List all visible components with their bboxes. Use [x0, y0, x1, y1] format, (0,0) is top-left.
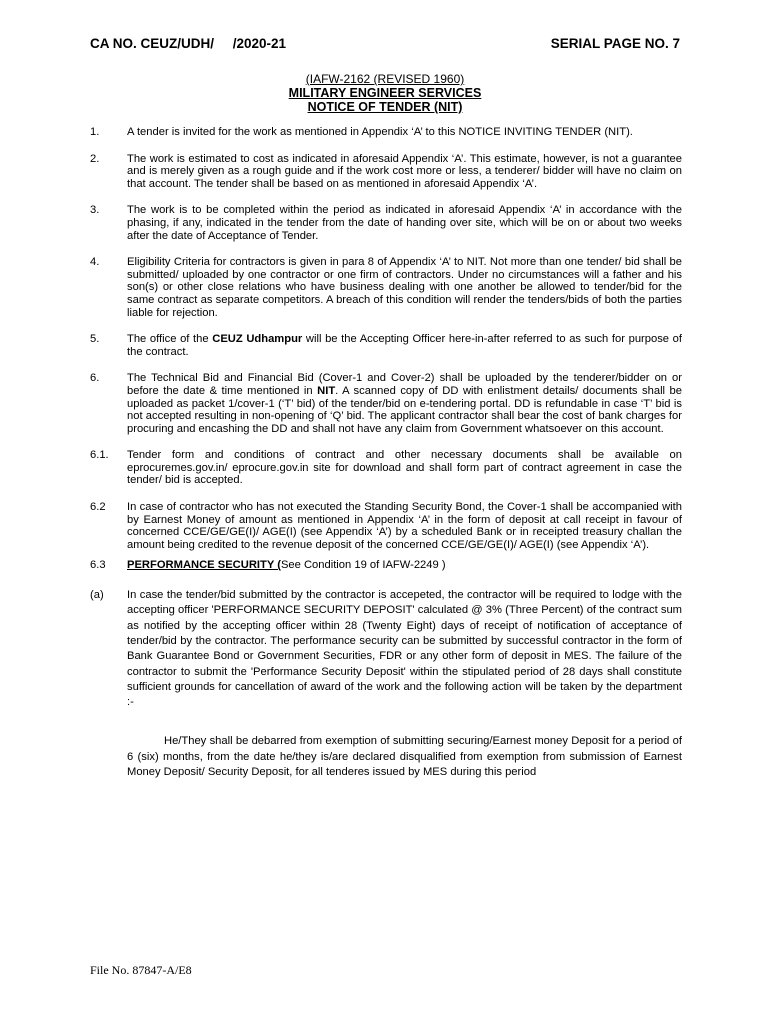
accepting-office-name: CEUZ Udhampur: [212, 333, 303, 346]
paragraph-text: The work is to be completed within the period as indicated in aforesaid Appendix ‘A’ in accordance with the phasing, if any, indicated in the tender from the date of handing over site, which will be on or about two weeks after the date of Acceptance of Tender.: [127, 204, 682, 242]
paragraph-6-2: [90, 501, 682, 551]
nit-emphasis: NIT: [317, 384, 336, 397]
paragraph-1: [90, 126, 682, 139]
text-segment: . A scanned copy of DD with enlistment details/ documents shall be uploaded as packet 1/cover-1 (‘T’ bid) of the tender/bid on e-tendering portal. DD is refundable in case ‘T’ bid is not accepted resulting in non-opening of ‘Q’ bid. The applicant contractor shall bear the cost of bank charges for procuring and encashing the DD and shall not have any claim from Government whatsoever on this account.: [127, 384, 682, 435]
paragraph-2: [90, 153, 682, 191]
text-segment: will be the Accepting Officer here-in-after referred to as such for purpose of the contract.: [127, 333, 682, 358]
paragraph-number: 5.: [90, 333, 100, 346]
paragraph-number: 6.1.: [90, 449, 109, 462]
paragraph-number: 2.: [90, 152, 100, 165]
file-number: File No. 87847-A/E8: [90, 963, 192, 977]
text-segment: The Technical Bid and Financial Bid (Cover-1 and Cover-2) shall be uploaded by the tenderer/bidder on or before the date & time mentioned in: [127, 372, 682, 397]
serial-page-number: SERIAL PAGE NO. 7: [550, 36, 680, 51]
paragraph-text: Tender form and conditions of contract and other necessary documents shall be available on eprocuremes.gov.in/ eprocure.gov.in site for download and shall form part of contract agreement in case the tender/ bid is accepted.: [127, 449, 682, 487]
paragraph-text: A tender is invited for the work as mentioned in Appendix ‘A’ to this NOTICE INVITING TENDER (NIT).: [127, 126, 633, 138]
paragraph-text: In case of contractor who has not executed the Standing Security Bond, the Cover-1 shall be accompanied with by Earnest Money of amount as mentioned in Appendix ‘A’ in the form of deposit at call receipt in favour of concerned CCE/GE/GE(I)/ AGE(I) (see Appendix ‘A’) by a scheduled Bank or in receipted treasury challan the amount being credited to the revenue deposit of the concerned CCE/GE/GE(I)/ AGE(I) (see Appendix ‘A’).: [127, 501, 682, 551]
paragraph-text: [127, 333, 682, 358]
document-body: [90, 126, 682, 781]
paragraph-text: The work is estimated to cost as indicated in aforesaid Appendix ‘A’. This estimate, however, is not a guarantee and is merely given as a rough guide and if the work cost more or less, a tenderer/ bidder will have no claim on that account. The tender shall be based on as mentioned in aforesaid Appendix ‘A’.: [127, 152, 682, 190]
paragraph-5: [90, 333, 682, 358]
paragraph-number: 4.: [90, 256, 100, 269]
page-header: [90, 36, 680, 51]
paragraph-6-1: [90, 449, 682, 487]
paragraph-number: 6.3: [90, 559, 106, 572]
text-segment: See Condition 19 of IAFW-2249 ): [280, 559, 446, 572]
paragraph-number: 6.2: [90, 501, 106, 514]
paragraph-text: [127, 372, 682, 435]
form-reference: (IAFW-2162 (REVISED 1960): [305, 72, 465, 86]
notice-title: NOTICE OF TENDER (NIT): [307, 100, 463, 114]
text-segment: The office of the: [127, 333, 213, 346]
debarment-paragraph: He/They shall be debarred from exemption of submitting securing/Earnest money Deposit for a period of 6 (six) months, from the date he/they is/are declared disqualified from exemption from submission of Earnest Money Deposit/ Security Deposit, for all tenderes issued by MES during this period: [127, 735, 682, 779]
title-block: [90, 72, 680, 114]
paragraph-number: 6.: [90, 372, 100, 385]
organization-title: MILITARY ENGINEER SERVICES: [288, 86, 482, 100]
paragraph-number: (a): [90, 589, 104, 602]
paragraph-4: [90, 256, 682, 319]
paragraph-6: [90, 372, 682, 435]
paragraph-a: [90, 588, 682, 710]
performance-security-heading: PERFORMANCE SECURITY (: [127, 559, 281, 572]
paragraph-text: [127, 559, 682, 572]
paragraph-3: [90, 204, 682, 242]
paragraph-text: In case the tender/bid submitted by the contractor is accepeted, the contractor will be required to lodge with the accepting officer 'PERFORMANCE SECURITY DEPOSIT' calculated @ 3% (Three Percent) of the contract sum as notified by the accepting officer within 28 (Twenty Eight) days of receipt of notification of acceptance of tender/bid by the contractor. The performance security can be submitted by successful contractor in the form of Bank Guarantee Bond or Government Securities, FDR or any other form of deposit in MES. The failure of the contractor to submit the 'Performance Security Deposit' within the stipulated period of 28 days shall constitute sufficient grounds for cancellation of award of the work and the following action will be taken by the department :-: [127, 589, 682, 709]
paragraph-6-3: [90, 559, 682, 572]
paragraph-number: 1.: [90, 126, 100, 138]
ca-number: CA NO. CEUZ/UDH/ /2020-21: [90, 36, 287, 51]
paragraph-text: Eligibility Criteria for contractors is given in para 8 of Appendix ‘A’ to NIT. Not more than one tender/ bid shall be submitted/ uploaded by one contractor or one firm of contractors. Under no circumstances will a father and his son(s) or other close relations who have business dealing with one another be allowed to tender/bid for the same contract as separate competitors. A breach of this condition will render the tenders/bids of both the parties liable for rejection.: [127, 256, 682, 319]
paragraph-number: 3.: [90, 204, 100, 217]
